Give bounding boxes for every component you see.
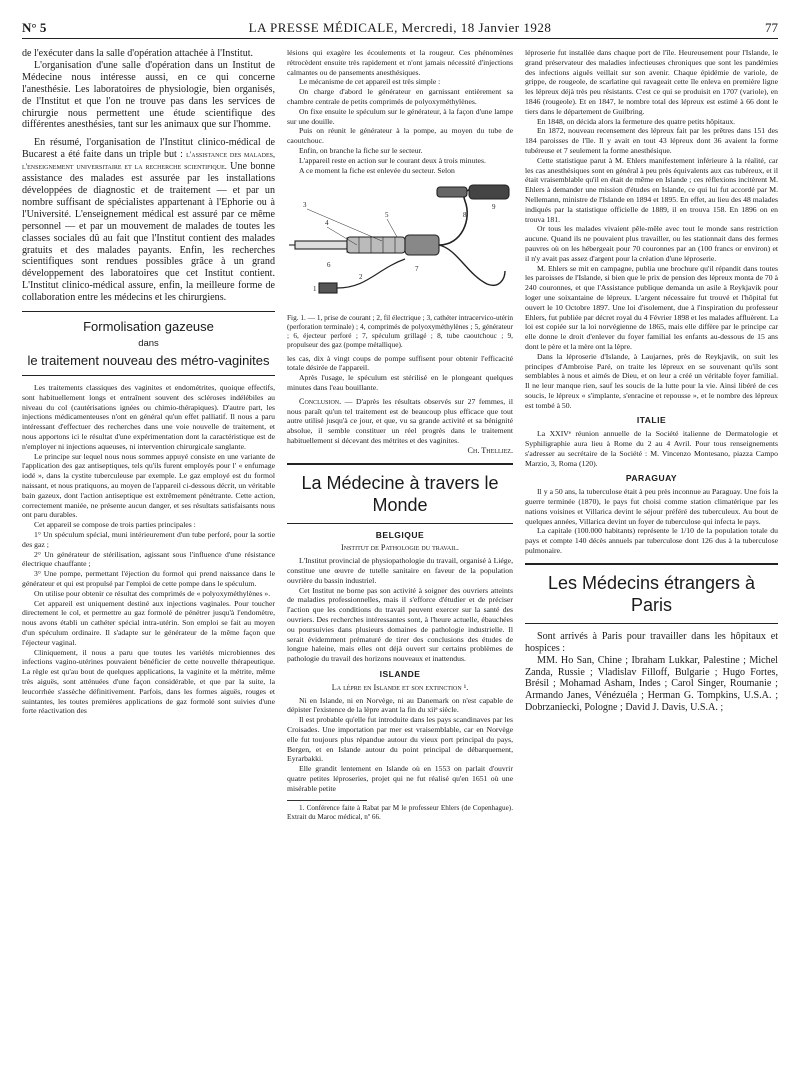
paragraph: Sont arrivés à Paris pour travailler dans les hôpitaux et hospices :	[525, 630, 778, 654]
paragraph: On utilise pour obtenir ce résultat des comprimés de « polyoxyméthylènes ».	[34, 588, 271, 598]
paragraph: Cet Institut ne borne pas son activité à soigner des ouvriers atteints de maladies professionnelles, mais il s'efforce d'étudier et de préciser l'action que les conditions du travail peuvent exercer sur la santé des ouvriers. Des recherches intéressantes sont, à l'heure actuelle, ébauchées ou poursuivies dans plusieurs domaines de pathologie industrielle. Il serait évidemment prématuré de tirer des conclusions des études de longue haleine, mais elles ont déjà ouvert sur certains problèmes de pathologie du travail des horizons nouveaux et inattendus.	[287, 585, 513, 664]
paragraph: En 1872, nouveau recensement des lépreux fait par les prêtres dans 151 des 184 paroisses de l'île. Il y avait en tout 43 lépreux dont 36 avaient la forme tubéreuse et 7 seulement la forme anesthésique.	[525, 126, 778, 155]
paragraph: les cas, dix à vingt coups de pompe suffisent pour obtenir l'efficacité totale désirée de l'appareil.	[287, 353, 513, 373]
svg-text:3: 3	[303, 201, 307, 210]
section-divider	[525, 623, 778, 624]
svg-text:8: 8	[463, 211, 467, 220]
paragraph: Ni en Islande, ni en Norvège, ni au Danemark on n'est capable de dépister l'existence de la lèpre avant la fin du xiiᵉ siècle.	[287, 695, 513, 715]
apparatus-figure	[287, 179, 513, 307]
author-signature: Ch. Thelliez.	[467, 445, 513, 455]
paragraph: M. Ehlers se mit en campagne, publia une brochure qu'il répandit dans toutes les paroisses de l'Islande, si bien que le prix de pension des lépreux monta de 70 à 240 couronnes, et que l'Assistance publique demanda un asile à Reykjavik pour loger une soixantaine de lépreux. L'argent nécessaire fut trouvé et l'hôpital fut ouvert le 10 Octobre 1897. Une loi d'isolement, due à l'inspiration du professeur Ehlers, fut publiée par décret royal du 4 Février 1898 et les malades affluèrent. La loi est copiée sur la loi norvégienne de 1865, mais elle diffère par le principe car elle donne le droit d'enlever du foyer familial les enfants au-dessous de 15 ans dont le père et la mère ont la lèpre.	[525, 263, 778, 351]
paragraph: Après l'usage, le spéculum est stérilisé en le plongeant quelques minutes dans l'eau bouillante.	[287, 373, 513, 393]
conclusion-label: Conclusion.	[299, 396, 342, 406]
section-divider	[22, 311, 275, 312]
paragraph: L'Institut provincial de physiopathologie du travail, organisé à Liége, constitue une œuvre de tutelle sanitaire en faveur de la population ouvrière du bassin industriel.	[287, 556, 513, 585]
paragraph: On charge d'abord le générateur en garnissant entièrement sa chambre centrale de petits comprimés de polyoxyméthylènes.	[287, 87, 513, 106]
section-title: Les Médecins étrangers à Paris	[547, 572, 756, 615]
paragraph: Dans la léproserie d'Islande, à Laujarnes, près de Reykjavik, on suit les principes d'Ambroise Paré, on traite les lépreux en se souvenant qu'ils sont semblables à nous et aimés de Dieu, et on leur a créé un véritable foyer familial. Il ne leur manque rien, sauf les soucis de la lutte pour la vie. Ainsi libéré de ces soucis, le lépreux « s'implante, s'enracine et repousse », et le nombre des lépreux est tombé à 50.	[525, 351, 778, 410]
paragraph: lésions qui exagère les écoulements et la rougeur. Ces phénomènes rétrocèdent ensuite très rapidement et n'ont jamais nécessité d'injections calmantes ou de pansements anesthésiques.	[287, 48, 513, 77]
conclusion-paragraph: Conclusion. — D'après les résultats observés sur 27 femmes, il nous paraît qu'un tel traitement est de beaucoup plus efficace que tout autre utilisé jusqu'à ce jour, et que, vu sa grande activité et sa bénignité absolue, il semble constituer un réel progrès dans le traitement habituellement si décevant des métrites et des vaginites.	[287, 396, 513, 446]
country-heading: BELGIQUE	[375, 529, 425, 540]
section-title: La Médecine à travers le Monde	[301, 472, 499, 515]
page-header	[22, 20, 778, 36]
header-rule	[22, 38, 778, 39]
paragraph: Enfin, on branche la fiche sur le secteur.	[299, 145, 423, 155]
svg-text:1: 1	[313, 285, 317, 294]
svg-text:7: 7	[415, 265, 419, 274]
page-number: 77	[765, 20, 778, 35]
paragraph: Cet appareil est uniquement destiné aux injections vaginales. Pour toucher directement le col, et permettre au gaz formolé de pénétrer jusqu'à l'endomètre, nous avons établi un cathéter spécial intra-utérin. Son emploi se fait au moyen d'un spéculum ordinaire. Il s'adapte sur le générateur de la même façon que l'éjecteur vaginal.	[22, 598, 275, 647]
svg-text:9: 9	[492, 203, 496, 212]
paragraph: Cette statistique parut à M. Ehlers manifestement inférieure à la réalité, car les cas anesthésiques sont en général à peu près équivalents aux cas tubéreux, et il était vraisemblable qu'il en était de même en Islande ; ces réflexions incitèrent M. Ehlers à demander une mission d'études en Islande, ce qui lui fut accordé par M. Nellemann, ministre de l'Islande en 1894 et 1895. En effet, au lieu des 48 malades indiqués par la statistique officielle de 1889, il en trouva 158. En 1896 on en trouva 181.	[525, 155, 778, 224]
paragraph: Le mécanisme de cet appareil est très simple :	[299, 77, 441, 87]
paragraph: 1° Un spéculum spécial, muni intérieurement d'un tube perforé, pour la sortie des gaz ;	[22, 529, 275, 549]
paragraph: L'appareil reste en action sur le courant deux à trois minutes.	[299, 155, 486, 165]
country-heading: PARAGUAY	[625, 473, 678, 484]
paragraph: La XXIVᵉ réunion annuelle de la Société italienne de Dermatologie et Syphiligraphie aura lieu à Rome du 2 au 4 Avril. Pour tous renseignements s'adresser au secrétaire de la Société : M. Vincenzo Montesano, piazza Campo Marzio, 3, Roma (120).	[525, 429, 778, 468]
pump-shape	[469, 185, 509, 199]
belgique-section	[287, 531, 513, 822]
svg-text:2: 2	[359, 273, 363, 282]
paragraph: Il y a 50 ans, la tuberculose était à peu près inconnue au Paraguay. Une fois la guerre terminée (1870), le pays fut choisi comme station climatérique par les nations voisines et Villarica devint le séjour préféré des tuberculeux. Au bout de quelques années, Villarica devint un foyer de tuberculose qui infecta le pays.	[525, 487, 778, 526]
section-divider	[287, 463, 513, 465]
figure-caption: Fig. 1. — 1, prise de courant ; 2, fil électrique ; 3, cathéter intracervico-utérin (perforation terminale) ; 4, comprimés de polyoxyméthylènes ; 5, générateur ; 6, éjecteur perforé ; 7, spéculum grillagé ; 8, tube caoutchouc ; 9, propulseur des gaz (pompe métallique).	[287, 312, 513, 350]
journal-title: LA PRESSE MÉDICALE, Mercredi, 18 Janvier 1928	[248, 20, 552, 35]
country-heading: ITALIE	[636, 415, 667, 426]
paragraph: L'organisation d'une salle d'opération dans un Institut de Médecine nous intéresse aussi, en ce qui concerne l'anesthésie. Les laboratoires de physiologie, bien organisés, de l'Institut et que l'on ne trouve pas dans les services de chirurgie nous permettent une étude scientifique des différentes anesthésies, tant sur les animaux que sur l'homme.	[22, 59, 275, 131]
subheading: Institut de Pathologie du travail.	[341, 543, 459, 553]
paragraph: En 1848, on décida alors la fermeture des quatre petits hôpitaux.	[537, 116, 736, 126]
section-divider	[22, 375, 275, 376]
paragraph: Les traitements classiques des vaginites et endométrites, quoique effectifs, sont habituellement longs et entraînent souvent des scléroses indélébiles au niveau du col (cautérisations ignées ou chimio-thérapiques). D'autre part, les injections médicamenteuses n'ont en général qu'un effet palliatif. Il nous a paru intéressant d'effectuer des recherches dans une voie nouvelle de traitement, et nous apportons ici le résultat d'une expérimentation dont la caractéristique est de n'employer ni injections aqueuses, ni intervention chirurgicale sanglante.	[22, 383, 275, 451]
svg-text:4: 4	[325, 219, 329, 228]
section-divider	[287, 523, 513, 524]
generator-shape	[347, 237, 405, 253]
article-body	[22, 383, 275, 716]
footnote-rule	[287, 800, 367, 801]
paragraph: léproserie fut installée dans chaque port de l'île. Heureusement pour l'Islande, le grand préservateur des maladies infectieuses chroniques que sont les pandémies des infections aiguës veillait sur son avenir. Chaque épidémie de variole, de grippe, de rougeole, de scarlatine qui ravageait cette île enleva en première ligne les lépreux déjà très peu résistants. C'est ce qui se produisit en 1707 (variole), en 1846 (rougeole). Et en 1847, le nombre total des lépreux est estimé à 66 dont le tiers dans le département de Guilbring.	[525, 48, 778, 116]
column-left	[22, 48, 275, 716]
paragraph: Or tous les malades vivaient pêle-mêle avec tout le monde sans restriction aucune. Quand ils ne pouvaient plus travailler, ou les stationnait dans des fermes pauvres où on les hébergeait pour 70 couronnes par an (100 francs or environ) et il n'y avait pas assez d'argent pour la création d'une léproserie.	[525, 224, 778, 263]
paragraph: A ce moment la fiche est enlevée du secteur. Selon	[299, 165, 455, 175]
paragraph: 2° Un générateur de stérilisation, agissant sous l'influence d'une résistance électrique chauffante ;	[22, 549, 275, 569]
subheading: La lèpre en Islande et son extinction ¹.	[331, 682, 469, 692]
svg-text:5: 5	[385, 211, 389, 220]
section-divider	[525, 563, 778, 565]
paragraph-resume: En résumé, l'organisation de l'Institut clinico-médical de Bucarest a été faite dans un triple but : l'assistance des malades, l'enseignement universitaire et la recherche scientifique. Une bonne assistance des malades est assurée par les installations développées de diagnostic et de traitement — et par un nombre suffisant de spécialistes appartenant à l'Ephorie ou à l'Université. L'enseignement médical est assuré par ce même personnel — et par un mouvement de malades de toutes les classes sociales dû au fait que l'Institut contient des malades gratuits et des malades payants. Enfin, les recherches scientifiques sont rendues possibles grâce à un grand développement des laboratoires que cet Institut contient. L'Institut clinico-médical assure, enfin, la meilleure forme de collaboration entre les médecins et les chirurgiens.	[22, 137, 276, 304]
paragraph: Il est probable qu'elle fut introduite dans les pays scandinaves par les Croisades. Une importation par mer est vraisemblable, car en Norvège elle fut toujours plus répandue autour du vieux port principal du pays, Bergen, et en Islande autour du point principal de débarquement, Eyrarbakki.	[287, 715, 513, 764]
small-caps-text: l'assistance des malades, l'enseignement universitaire et la recherche scientifique.	[22, 150, 276, 172]
speculum-shape	[405, 235, 439, 255]
paragraph: La capitale (100.000 habitants) représente le 1/10 de la population totale du pays et compte 140 décès annuels par tuberculose dont 126 dus à la tuberculose pulmonaire.	[525, 526, 778, 556]
article-heading-line2: le traitement nouveau des métro-vaginites	[27, 353, 270, 369]
physician-list: MM. Ho San, Chine ; Ibraham Lukkar, Palestine ; Michel Zanda, Russie ; Vladislav Filloff, Bulgarie ; Hugo Fortes, Brésil ; Mohamad Asham, Indes ; Carol Singer, Roumanie ; Armando Janes, Vénézuéla ; Herman G. Tompkins, U.S.A. ; Dobrzaniecki, Pologne ; David J. Davis, U.S.A. ;	[525, 654, 778, 714]
paragraph: de l'exécuter dans la salle d'opération attachée à l'Institut.	[22, 48, 254, 59]
catheter-shape	[295, 241, 347, 249]
issue-number: N° 5	[22, 20, 47, 35]
column-middle	[287, 48, 513, 822]
paragraph: On fixe ensuite le spéculum sur le générateur, à la façon d'une lampe sur une douille.	[287, 106, 513, 126]
article-heading-line1: Formolisation gazeuse	[83, 319, 214, 335]
figure-caption-block	[287, 313, 513, 456]
paragraph: Puis on réunit le générateur à la pompe, au moyen du tube de caoutchouc.	[287, 126, 513, 146]
paragraph: 3° Une pompe, permettant l'éjection du formol qui prend naissance dans le générateur et qui est propulsé par l'emploi de cette pompe dans le spéculum.	[22, 569, 275, 588]
plug-shape	[319, 283, 337, 293]
paragraph: Elle grandit lentement en Islande où en 1553 on parlait d'ouvrir quatre petites léproseries, projet qui ne fut réalisé qu'en 1651 où une misérable petite	[287, 764, 513, 793]
footnote: 1. Conférence faite à Rabat par M le professeur Ehlers (de Copenhague). Extrait du Maroc médical, nº 66.	[287, 803, 513, 821]
paragraph: Cliniquement, il nous a paru que toutes les variétés microbiennes des infections vagino-utérines pouvaient bénéficier de cette nouvelle thérapeutique. La règle est qu'au bout de quelques applications, la vaginite et la métrite, même très aiguës, sont atténuées d'une façon considérable, et que par la suite, la leucorrhée s'assèche définitivement. Parfois, dans les formes aiguës, rouges et suintantes, les toutes premières applications de gaz formolé sont suivies d'une forte réactivation des	[22, 647, 275, 716]
country-heading: ISLANDE	[379, 669, 421, 679]
svg-text:6: 6	[327, 261, 331, 270]
paragraph: Cet appareil se compose de trois parties principales :	[34, 520, 196, 530]
paragraph: Le principe sur lequel nous nous sommes appuyé consiste en une variante de l'application des gaz antiseptiques, tels qu'ils furent employés pour l' « enfumage iodé », dans la cystite tuberculeuse par exemple. Le gaz employé est du formol naissant, et nous pratiquons, au moyen de l'appareil ci-dessous décrit, un véritable bain gazeux, dont l'action antiseptique est extrêmement pénétrante. Cette action, correctement maniée, ne présente aucun danger, et ses résultats satisfaisants nous ont paru durables.	[22, 451, 275, 520]
column-right	[525, 48, 778, 714]
islande-continuation	[525, 48, 778, 556]
medecins-list	[525, 631, 778, 714]
article-heading-dans: dans	[138, 338, 159, 350]
article-continuation	[287, 48, 513, 175]
